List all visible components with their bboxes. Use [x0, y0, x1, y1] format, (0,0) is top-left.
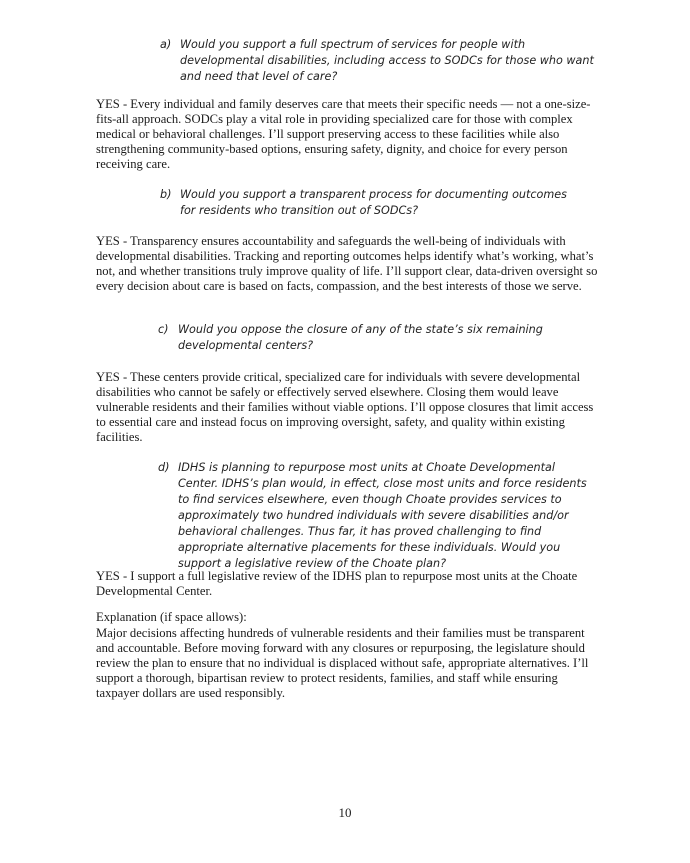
question-d	[158, 460, 588, 572]
answer-b: YES - Transparency ensures accountability and safeguards the well-being of individuals with developmental disabilities. Tracking and reporting outcomes helps identify what’s working, what’s not, and whether transitions truly improve quality of life. I’ll support clear, data-driven oversight so every decision about care is based on facts, compassion, and the best interests of those we serve.	[96, 234, 598, 293]
answer-a: YES - Every individual and family deserves care that meets their specific needs — not a one-size-fits-all approach. SODCs play a vital role in providing specialized care for those with complex medical or behavioral challenges. I’ll support preserving access to these facilities while also strengthening community-based options, ensuring safety, dignity, and choice for every person receiving care.	[96, 97, 591, 171]
question-text: IDHS is planning to repurpose most units at Choate Developmental Center. IDHS’s plan would, in effect, close most units and force residents to find services elsewhere, even though Choate provides services to approximately two hundred individuals with severe disabilities and/or behavioral challenges. Thus far, it has proved challenging to find appropriate alternative placements for these individuals. Would you support a legislative review of the Choate plan?	[178, 461, 587, 570]
question-text: Would you support a full spectrum of services for people with developmental disabilities, including access to SODCs for those who want and need that level of care?	[180, 38, 594, 83]
question-text: Would you oppose the closure of any of the state’s six remaining developmental centers?	[178, 323, 543, 352]
question-text: Would you support a transparent process for documenting outcomes for residents who transition out of SODCs?	[180, 188, 567, 217]
answer-c: YES - These centers provide critical, specialized care for individuals with severe developmental disabilities who cannot be safely or effectively served elsewhere. Closing them would leave vulnerable residents and their families without viable options. I’ll oppose closures that limit access to essential care and instead focus on improving oversight, safety, and quality within existing facilities.	[96, 370, 594, 444]
explanation-label: Explanation (if space allows):	[96, 610, 247, 624]
answer-d: YES - I support a full legislative review of the IDHS plan to repurpose most units at the Choate Developmental Center.	[96, 569, 578, 598]
question-letter: d)	[158, 461, 170, 474]
question-c	[158, 322, 598, 354]
explanation-text: Major decisions affecting hundreds of vulnerable residents and their families must be transparent and accountable. Before moving forward with any closures or repurposing, the legislature should review the plan to ensure that no individual is displaced without safe, appropriate alternatives. I’ll support a thorough, bipartisan review to protect residents, families, and staff while ensuring taxpayer dollars are used responsibly.	[96, 626, 589, 700]
question-letter: b)	[160, 188, 172, 201]
question-a	[160, 37, 595, 85]
page-number: 10	[338, 805, 352, 820]
question-letter: c)	[158, 323, 169, 336]
question-letter: a)	[160, 38, 172, 51]
question-b	[160, 187, 575, 219]
